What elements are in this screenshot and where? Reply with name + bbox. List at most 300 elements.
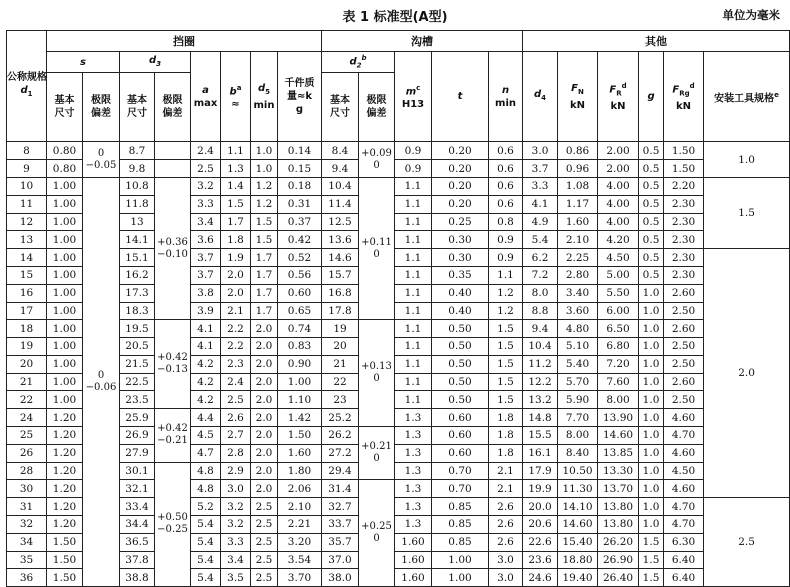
mass-cell: 0.42: [278, 231, 322, 249]
d1-cell: 19: [7, 338, 47, 356]
d2-cell: 37.0: [322, 551, 359, 569]
a-cell: 4.8: [191, 480, 221, 498]
fr-cell: 7.20: [598, 355, 639, 373]
frg-cell: 2.50: [664, 391, 704, 409]
frg-cell: 1.50: [664, 142, 704, 160]
d4-cell: 3.0: [523, 142, 558, 160]
d3-cell: 19.5: [120, 320, 155, 338]
m-cell: 1.3: [395, 427, 432, 445]
d3-cell: 22.5: [120, 373, 155, 391]
frg-cell: 2.60: [664, 373, 704, 391]
s-cell: 1.00: [47, 355, 83, 373]
d4-cell: 22.6: [523, 533, 558, 551]
frg-cell: 2.50: [664, 338, 704, 356]
t-cell: 0.50: [432, 373, 489, 391]
b-cell: 3.4: [221, 551, 251, 569]
d5-cell: 2.5: [251, 516, 278, 534]
a-cell: 3.9: [191, 302, 221, 320]
t-cell: 0.20: [432, 142, 489, 160]
g-cell: 1.0: [639, 373, 664, 391]
t-cell: 0.60: [432, 427, 489, 445]
d2-cell: 33.7: [322, 516, 359, 534]
mass-cell: 0.52: [278, 249, 322, 267]
s-cell: 1.50: [47, 533, 83, 551]
n-cell: 3.0: [489, 551, 523, 569]
table-row: [7, 231, 790, 249]
t-cell: 0.50: [432, 355, 489, 373]
d5-header: $d_5$ min: [251, 52, 278, 142]
d4-cell: 14.8: [523, 409, 558, 427]
m-cell: 1.60: [395, 569, 432, 587]
tool-cell: 1.5: [704, 177, 790, 248]
a-cell: 4.2: [191, 373, 221, 391]
s-limit-header: 极限偏差: [83, 73, 120, 142]
mass-cell: 2.06: [278, 480, 322, 498]
fn-cell: 0.96: [558, 160, 598, 178]
nominal-header: 公称规格 $d_1$: [7, 31, 47, 142]
a-cell: 3.7: [191, 266, 221, 284]
m-cell: 1.1: [395, 373, 432, 391]
b-cell: 3.0: [221, 480, 251, 498]
d3-cell: 23.5: [120, 391, 155, 409]
fn-cell: 7.70: [558, 409, 598, 427]
a-cell: 4.4: [191, 409, 221, 427]
d3-basic-header: 基本尺寸: [120, 73, 155, 142]
fr-cell: 13.85: [598, 444, 639, 462]
d5-cell: 2.0: [251, 462, 278, 480]
s-cell: 1.50: [47, 569, 83, 587]
b-cell: 1.4: [221, 177, 251, 195]
b-cell: 1.9: [221, 249, 251, 267]
m-cell: 1.1: [395, 320, 432, 338]
d4-cell: 19.9: [523, 480, 558, 498]
m-cell: 1.1: [395, 231, 432, 249]
mass-cell: 0.56: [278, 266, 322, 284]
fr-cell: 2.00: [598, 142, 639, 160]
d3-limit-cell: +0.42 −0.13: [155, 320, 191, 409]
d3-cell: 8.7: [120, 142, 155, 160]
n-cell: 0.6: [489, 177, 523, 195]
d5-cell: 1.7: [251, 302, 278, 320]
m-cell: 1.3: [395, 444, 432, 462]
mass-header: [278, 52, 322, 142]
s-cell: 1.50: [47, 551, 83, 569]
d4-cell: 16.1: [523, 444, 558, 462]
n-header: n min: [489, 52, 523, 142]
frg-header: $F_{Rg}^d$ kN: [664, 52, 704, 142]
m-cell: 1.3: [395, 409, 432, 427]
fr-cell: 13.80: [598, 516, 639, 534]
tool-cell: 2.0: [704, 249, 790, 498]
d1-cell: 8: [7, 142, 47, 160]
fn-cell: 2.10: [558, 231, 598, 249]
d2-cell: 9.4: [322, 160, 359, 178]
g-cell: 1.5: [639, 569, 664, 587]
d2-cell: 26.2: [322, 427, 359, 445]
d5-cell: 2.0: [251, 480, 278, 498]
g-cell: 0.5: [639, 231, 664, 249]
mass-cell: 0.60: [278, 284, 322, 302]
mass-cell: 0.65: [278, 302, 322, 320]
n-cell: 1.5: [489, 373, 523, 391]
frg-cell: 2.30: [664, 231, 704, 249]
unit-note: 单位为毫米: [722, 8, 780, 22]
d1-cell: 9: [7, 160, 47, 178]
n-cell: 2.1: [489, 462, 523, 480]
table-row: [7, 320, 790, 338]
table-row: [7, 498, 790, 516]
m-cell: 1.1: [395, 195, 432, 213]
d1-cell: 18: [7, 320, 47, 338]
d1-cell: 32: [7, 516, 47, 534]
n-cell: 1.5: [489, 355, 523, 373]
d4-cell: 3.3: [523, 177, 558, 195]
d5-cell: 2.5: [251, 533, 278, 551]
ring-group-header: 挡圈: [47, 31, 322, 52]
table-row: [7, 373, 790, 391]
fn-cell: 19.40: [558, 569, 598, 587]
d2-limit-cell: +0.11 0: [359, 177, 395, 319]
d4-cell: 8.8: [523, 302, 558, 320]
d1-cell: 24: [7, 409, 47, 427]
a-cell: 3.8: [191, 284, 221, 302]
t-cell: 0.20: [432, 177, 489, 195]
table-row: [7, 462, 790, 480]
s-cell: 1.20: [47, 462, 83, 480]
b-cell: 3.5: [221, 569, 251, 587]
d2-cell: 31.4: [322, 480, 359, 498]
t-cell: 0.85: [432, 516, 489, 534]
d3-cell: 18.3: [120, 302, 155, 320]
m-cell: 0.9: [395, 142, 432, 160]
t-cell: 0.20: [432, 160, 489, 178]
d1-cell: 35: [7, 551, 47, 569]
d4-cell: 13.2: [523, 391, 558, 409]
tool-cell: 1.0: [704, 142, 790, 178]
frg-cell: 2.50: [664, 302, 704, 320]
d5-cell: 2.0: [251, 409, 278, 427]
n-cell: 0.9: [489, 231, 523, 249]
d4-cell: 7.2: [523, 266, 558, 284]
g-cell: 0.5: [639, 249, 664, 267]
d2-cell: 10.4: [322, 177, 359, 195]
d2-cell: 29.4: [322, 462, 359, 480]
table-row: [7, 302, 790, 320]
b-cell: 2.9: [221, 462, 251, 480]
d1-cell: 34: [7, 533, 47, 551]
t-header: t: [432, 52, 489, 142]
d2-cell: 8.4: [322, 142, 359, 160]
d5-cell: 1.7: [251, 284, 278, 302]
fn-cell: 11.30: [558, 480, 598, 498]
d3-header: $d_3$: [120, 52, 191, 73]
d5-cell: 2.0: [251, 427, 278, 445]
n-cell: 0.6: [489, 195, 523, 213]
t-cell: 0.85: [432, 498, 489, 516]
d3-cell: 9.8: [120, 160, 155, 178]
table-row: [7, 444, 790, 462]
standard-table: [6, 30, 790, 587]
d3-limit-header: 极限偏差: [155, 73, 191, 142]
mass-cell: 1.10: [278, 391, 322, 409]
other-group-header: 其他: [523, 31, 790, 52]
table-row: [7, 533, 790, 551]
g-cell: 0.5: [639, 160, 664, 178]
d2-cell: 17.8: [322, 302, 359, 320]
m-cell: 1.3: [395, 480, 432, 498]
a-cell: 3.2: [191, 177, 221, 195]
s-cell: 1.20: [47, 427, 83, 445]
table-row: [7, 249, 790, 267]
m-cell: 1.60: [395, 551, 432, 569]
table-row: [7, 195, 790, 213]
a-cell: 2.4: [191, 142, 221, 160]
b-cell: 1.3: [221, 160, 251, 178]
t-cell: 0.40: [432, 302, 489, 320]
n-cell: 1.5: [489, 320, 523, 338]
t-cell: 0.70: [432, 462, 489, 480]
fn-cell: 15.40: [558, 533, 598, 551]
g-cell: 1.0: [639, 409, 664, 427]
s-cell: 0.80: [47, 160, 83, 178]
d2-limit-cell: +0.09 0: [359, 142, 395, 178]
d2-limit-header: 极限偏差: [359, 73, 395, 142]
d3-limit-cell: +0.50 −0.25: [155, 462, 191, 587]
mass-cell: 1.50: [278, 427, 322, 445]
d1-cell: 15: [7, 266, 47, 284]
d4-cell: 20.0: [523, 498, 558, 516]
s-cell: 1.00: [47, 320, 83, 338]
d3-cell: 11.8: [120, 195, 155, 213]
fr-cell: 13.30: [598, 462, 639, 480]
d5-cell: 2.0: [251, 373, 278, 391]
table-row: [7, 284, 790, 302]
fr-cell: 13.80: [598, 498, 639, 516]
fn-cell: 10.50: [558, 462, 598, 480]
fr-cell: 26.90: [598, 551, 639, 569]
fn-cell: 5.10: [558, 338, 598, 356]
title-bar: [0, 0, 790, 30]
fn-cell: 18.80: [558, 551, 598, 569]
s-cell: 1.00: [47, 266, 83, 284]
fr-cell: 26.20: [598, 533, 639, 551]
t-cell: 0.35: [432, 266, 489, 284]
d1-cell: 21: [7, 373, 47, 391]
frg-cell: 4.60: [664, 444, 704, 462]
table-title: 表 1 标准型(A型): [342, 10, 448, 25]
a-cell: 3.7: [191, 249, 221, 267]
g-cell: 0.5: [639, 266, 664, 284]
d3-limit-cell: [155, 160, 191, 178]
d3-limit-cell: +0.42 −0.21: [155, 409, 191, 462]
b-cell: 2.7: [221, 427, 251, 445]
d3-cell: 25.9: [120, 409, 155, 427]
d1-cell: 22: [7, 391, 47, 409]
frg-cell: 4.60: [664, 409, 704, 427]
d1-cell: 31: [7, 498, 47, 516]
mass-cell: 1.60: [278, 444, 322, 462]
d3-cell: 36.5: [120, 533, 155, 551]
g-cell: 1.0: [639, 480, 664, 498]
a-cell: 4.2: [191, 391, 221, 409]
m-cell: 1.3: [395, 498, 432, 516]
d5-cell: 1.2: [251, 195, 278, 213]
a-header: a max: [191, 52, 221, 142]
d4-cell: 23.6: [523, 551, 558, 569]
a-cell: 5.4: [191, 533, 221, 551]
fr-cell: 2.00: [598, 160, 639, 178]
n-cell: 1.8: [489, 409, 523, 427]
a-cell: 4.1: [191, 320, 221, 338]
b-cell: 2.0: [221, 284, 251, 302]
d5-cell: 1.7: [251, 249, 278, 267]
m-cell: 1.3: [395, 516, 432, 534]
s-cell: 1.20: [47, 516, 83, 534]
fn-cell: 8.40: [558, 444, 598, 462]
a-cell: 4.5: [191, 427, 221, 445]
a-cell: 5.4: [191, 551, 221, 569]
fr-cell: 8.00: [598, 391, 639, 409]
frg-cell: 4.70: [664, 516, 704, 534]
t-cell: 0.50: [432, 320, 489, 338]
d4-cell: 20.6: [523, 516, 558, 534]
s-cell: 1.20: [47, 498, 83, 516]
d1-cell: 20: [7, 355, 47, 373]
g-cell: 0.5: [639, 142, 664, 160]
table-row: [7, 266, 790, 284]
t-cell: 0.30: [432, 231, 489, 249]
table-row: [7, 427, 790, 445]
s-limit-cell: 0 −0.05: [83, 142, 120, 178]
d1-cell: 10: [7, 177, 47, 195]
t-cell: 0.60: [432, 444, 489, 462]
d2-cell: 27.2: [322, 444, 359, 462]
a-cell: 5.4: [191, 516, 221, 534]
frg-cell: 4.70: [664, 498, 704, 516]
d3-cell: 34.4: [120, 516, 155, 534]
b-cell: 1.8: [221, 231, 251, 249]
g-cell: 1.0: [639, 302, 664, 320]
g-cell: 1.5: [639, 533, 664, 551]
fr-cell: 4.20: [598, 231, 639, 249]
m-cell: 1.1: [395, 177, 432, 195]
b-cell: 1.7: [221, 213, 251, 231]
d2-limit-cell: +0.13 0: [359, 320, 395, 427]
frg-cell: 6.40: [664, 551, 704, 569]
d2-cell: 32.7: [322, 498, 359, 516]
b-cell: 3.3: [221, 533, 251, 551]
d1-cell: 17: [7, 302, 47, 320]
d3-cell: 27.9: [120, 444, 155, 462]
n-cell: 2.6: [489, 498, 523, 516]
tool-cell: 2.5: [704, 498, 790, 587]
n-cell: 1.2: [489, 284, 523, 302]
m-cell: 1.1: [395, 338, 432, 356]
table-row: [7, 409, 790, 427]
table-body: [7, 142, 790, 587]
fn-cell: 14.10: [558, 498, 598, 516]
table-row: [7, 480, 790, 498]
mass-cell: 2.10: [278, 498, 322, 516]
d2-cell: 13.6: [322, 231, 359, 249]
mass-cell: 3.70: [278, 569, 322, 587]
d4-cell: 10.4: [523, 338, 558, 356]
fr-cell: 6.00: [598, 302, 639, 320]
d2-cell: 19: [322, 320, 359, 338]
d2-limit-cell: +0.25 0: [359, 480, 395, 587]
d5-cell: 2.0: [251, 320, 278, 338]
mass-cell: 0.14: [278, 142, 322, 160]
d1-cell: 12: [7, 213, 47, 231]
s-cell: 1.00: [47, 213, 83, 231]
fr-cell: 5.50: [598, 284, 639, 302]
table-row: [7, 569, 790, 587]
table-row: [7, 142, 790, 160]
s-cell: 1.00: [47, 177, 83, 195]
frg-cell: 2.30: [664, 213, 704, 231]
b-cell: 3.2: [221, 498, 251, 516]
d4-cell: 8.0: [523, 284, 558, 302]
d4-cell: 4.9: [523, 213, 558, 231]
d3-limit-cell: +0.36 −0.10: [155, 177, 191, 319]
d2-cell: 20: [322, 338, 359, 356]
s-cell: 1.00: [47, 373, 83, 391]
frg-cell: 2.50: [664, 355, 704, 373]
fr-cell: 6.50: [598, 320, 639, 338]
d2-header: $d_2^b$: [322, 52, 395, 73]
a-cell: 3.4: [191, 213, 221, 231]
d2-cell: 22: [322, 373, 359, 391]
d5-cell: 2.5: [251, 569, 278, 587]
fr-cell: 6.80: [598, 338, 639, 356]
mass-cell: 3.54: [278, 551, 322, 569]
fn-cell: 8.00: [558, 427, 598, 445]
d3-cell: 21.5: [120, 355, 155, 373]
frg-cell: 2.60: [664, 284, 704, 302]
frg-cell: 6.40: [664, 569, 704, 587]
table-row: [7, 551, 790, 569]
fr-cell: 4.00: [598, 177, 639, 195]
g-cell: 0.5: [639, 213, 664, 231]
d1-cell: 16: [7, 284, 47, 302]
t-cell: 0.20: [432, 195, 489, 213]
fr-cell: 26.40: [598, 569, 639, 587]
n-cell: 2.6: [489, 533, 523, 551]
tool-header: 安装工具规格$^e$: [704, 52, 790, 142]
s-cell: 1.00: [47, 195, 83, 213]
d4-cell: 24.6: [523, 569, 558, 587]
m-cell: 1.1: [395, 302, 432, 320]
frg-cell: 4.60: [664, 480, 704, 498]
d3-cell: 15.1: [120, 249, 155, 267]
fr-cell: 5.00: [598, 266, 639, 284]
d5-cell: 1.7: [251, 266, 278, 284]
fn-cell: 2.25: [558, 249, 598, 267]
d2-cell: 25.2: [322, 409, 359, 427]
g-cell: 1.0: [639, 498, 664, 516]
b-cell: 2.0: [221, 266, 251, 284]
t-cell: 0.40: [432, 284, 489, 302]
mass-cell: 0.74: [278, 320, 322, 338]
s-cell: 1.00: [47, 302, 83, 320]
d4-cell: 5.4: [523, 231, 558, 249]
d5-cell: 1.5: [251, 213, 278, 231]
b-cell: 3.2: [221, 516, 251, 534]
m-cell: 1.1: [395, 249, 432, 267]
fn-cell: 1.08: [558, 177, 598, 195]
g-header: g: [639, 52, 664, 142]
n-cell: 2.6: [489, 516, 523, 534]
